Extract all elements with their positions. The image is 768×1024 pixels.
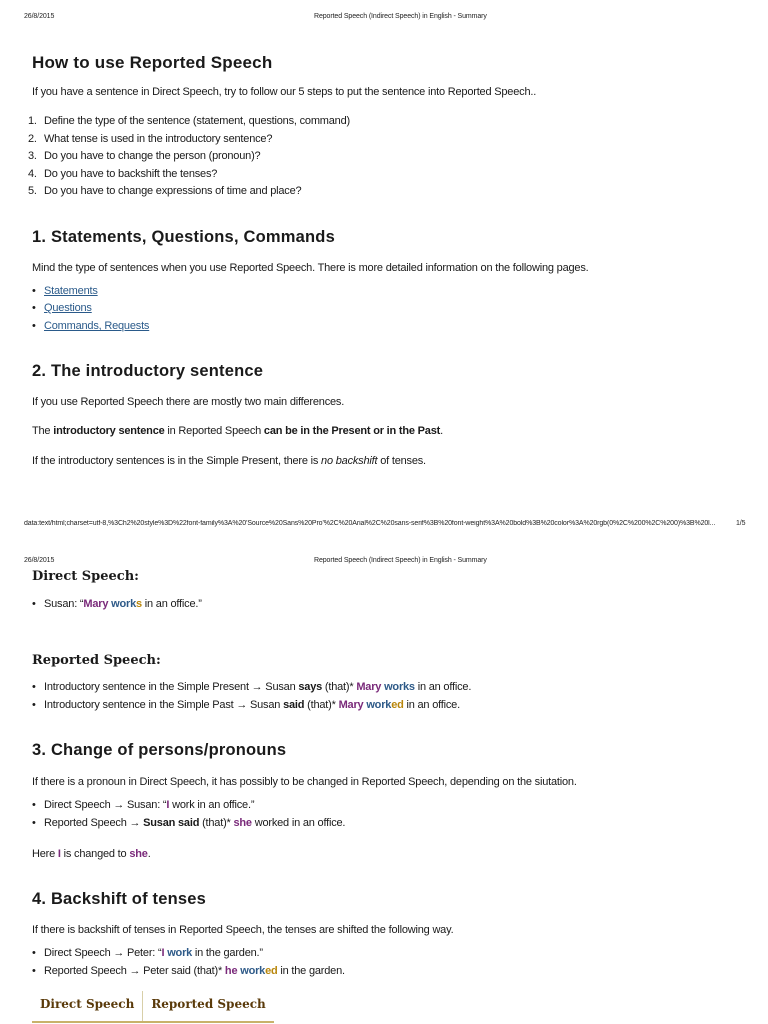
text-segment: work in an office.” [169, 799, 255, 811]
bullet-icon: • [32, 817, 36, 829]
text-segment: Susan: “ [44, 598, 84, 610]
pronoun-segment: Mary [356, 681, 382, 693]
section2-text1: If you use Reported Speech there are mostly two main differences. [32, 396, 345, 408]
section2-title: 2. The introductory sentence [32, 362, 264, 380]
bold-segment: said [283, 699, 305, 711]
text-segment: in an office.” [141, 598, 202, 610]
list-number: 3. [28, 150, 37, 162]
list-number: 5. [28, 185, 37, 197]
bullet-icon: • [32, 598, 36, 610]
bullet-icon: • [32, 302, 36, 314]
section1-title: 1. Statements, Questions, Commands [32, 228, 335, 246]
pronoun-segment: I [57, 848, 61, 860]
list-number: 1. [28, 115, 37, 127]
section3-title: 3. Change of persons/pronouns [32, 741, 287, 759]
italic-segment: no backshift [321, 455, 378, 467]
verb-segment: work [366, 699, 392, 711]
list-item-text: Do you have to backshift the tenses? [44, 168, 218, 180]
list-number: 4. [28, 168, 37, 180]
list-item [32, 699, 460, 711]
section3-text: If there is a pronoun in Direct Speech, it has possibly to be changed in Reported Speech, depending on the siutation. [32, 776, 577, 788]
link-statements[interactable]: Statements [44, 285, 98, 297]
list-item [28, 168, 218, 180]
section4-text: If there is backshift of tenses in Reported Speech, the tenses are shifted the following way. [32, 924, 454, 936]
pronoun-segment: she [233, 817, 252, 829]
tense-table-header [32, 991, 274, 1023]
list-item-text: What tense is used in the introductory sentence? [44, 133, 273, 145]
pronoun-segment: I [166, 799, 170, 811]
text-segment: is changed to [60, 848, 130, 860]
ending-segment: s [136, 598, 142, 610]
text-segment: worked in an office. [251, 817, 346, 829]
text-segment: The [32, 425, 54, 437]
list-item [28, 185, 302, 197]
bullet-icon: • [32, 320, 36, 332]
bullet-icon: • [32, 947, 36, 959]
list-item [32, 285, 98, 297]
pronoun-segment: she [129, 848, 148, 860]
text-segment: . [147, 848, 151, 860]
list-item [32, 965, 345, 977]
list-item [32, 320, 150, 332]
list-item [32, 302, 92, 314]
page1-header-date: 26/8/2015 [24, 13, 55, 20]
page1-footer-page: 1/5 [736, 520, 746, 527]
verb-segment: works [384, 681, 415, 693]
page2-header-date: 26/8/2015 [24, 557, 55, 564]
bold-segment: says [298, 681, 323, 693]
text-segment: (that)* [304, 699, 339, 711]
pronoun-segment: he [224, 965, 238, 977]
list-item [28, 115, 350, 127]
section1-text: Mind the type of sentences when you use Reported Speech. There is more detailed information on the following pages. [32, 262, 589, 274]
reported-speech-heading: Reported Speech: [32, 653, 161, 668]
text-segment: Introductory sentence in the Simple Past → Susan [44, 699, 284, 711]
bullet-icon: • [32, 699, 36, 711]
list-item-text: Do you have to change the person (pronoun)? [44, 150, 261, 162]
text-segment: Reported Speech → Peter said (that)* [44, 965, 225, 977]
bold-segment: introductory sentence [53, 425, 165, 437]
text-segment: . [440, 425, 443, 437]
list-item [32, 817, 346, 829]
section3-note [32, 848, 151, 860]
bold-segment: Susan said [143, 817, 200, 829]
text-segment: Direct Speech → Susan: “ [44, 799, 167, 811]
bullet-icon: • [32, 799, 36, 811]
text-segment: Reported Speech → [44, 817, 144, 829]
pronoun-segment: Mary [338, 699, 364, 711]
pronoun-segment: Mary [83, 598, 109, 610]
text-segment: in the garden.” [192, 947, 263, 959]
section2-text3 [32, 455, 426, 467]
text-segment: in an office. [403, 699, 460, 711]
page2-header-title: Reported Speech (Indirect Speech) in English - Summary [314, 557, 487, 564]
text-segment: (that)* [322, 681, 357, 693]
text-segment: of tenses. [377, 455, 426, 467]
link-commands-requests[interactable]: Commands, Requests [44, 320, 150, 332]
verb-segment: work [167, 947, 193, 959]
list-item-text: Do you have to change expressions of time and place? [44, 185, 302, 197]
text-segment: Introductory sentence in the Simple Present → Susan [44, 681, 299, 693]
bullet-icon: • [32, 285, 36, 297]
text-segment: Here [32, 848, 58, 860]
bullet-icon: • [32, 965, 36, 977]
text-segment: If the introductory sentences is in the Simple Present, there is [32, 455, 322, 467]
page1-header-title: Reported Speech (Indirect Speech) in English - Summary [314, 13, 487, 20]
list-item [32, 947, 263, 959]
bullet-icon: • [32, 681, 36, 693]
page1-footer-url: data:text/html;charset=utf-8,%3Ch2%20style%3D%22font-family%3A%20'Source%20Sans%20Pro'%2C%20Arial%2C%20sans-serif%3B%20font-weight%3A%20bold%3B%20color%3A%20rgb(0%2C%200%2C%200)%3B%20l... [24, 520, 716, 527]
pronoun-segment: I [161, 947, 165, 959]
list-item [32, 799, 255, 811]
list-item [28, 133, 273, 145]
intro-title: How to use Reported Speech [32, 53, 273, 72]
text-segment: in the garden. [277, 965, 345, 977]
text-segment: in Reported Speech [164, 425, 264, 437]
table-header-reported-speech: Reported Speech [142, 991, 273, 1021]
list-item [32, 681, 472, 693]
verb-segment: work [240, 965, 266, 977]
verb-segment: work [111, 598, 136, 610]
section4-title: 4. Backshift of tenses [32, 890, 207, 908]
bold-segment: can be in the Present or in the Past [263, 425, 441, 437]
list-item-text: Define the type of the sentence (statement, questions, command) [44, 115, 350, 127]
list-item [32, 598, 202, 610]
intro-text: If you have a sentence in Direct Speech, try to follow our 5 steps to put the sentence into Reported Speech.. [32, 86, 537, 98]
link-questions[interactable]: Questions [44, 302, 92, 314]
table-header-direct-speech: Direct Speech [40, 997, 135, 1011]
text-segment: in an office. [414, 681, 472, 693]
direct-speech-heading: Direct Speech: [32, 569, 139, 584]
text-segment: (that)* [199, 817, 234, 829]
ending-segment: ed [265, 965, 278, 977]
section2-text2 [32, 425, 443, 437]
text-segment: Direct Speech → Peter: “ [44, 947, 162, 959]
list-number: 2. [28, 133, 37, 145]
ending-segment: ed [391, 699, 404, 711]
list-item [28, 150, 261, 162]
